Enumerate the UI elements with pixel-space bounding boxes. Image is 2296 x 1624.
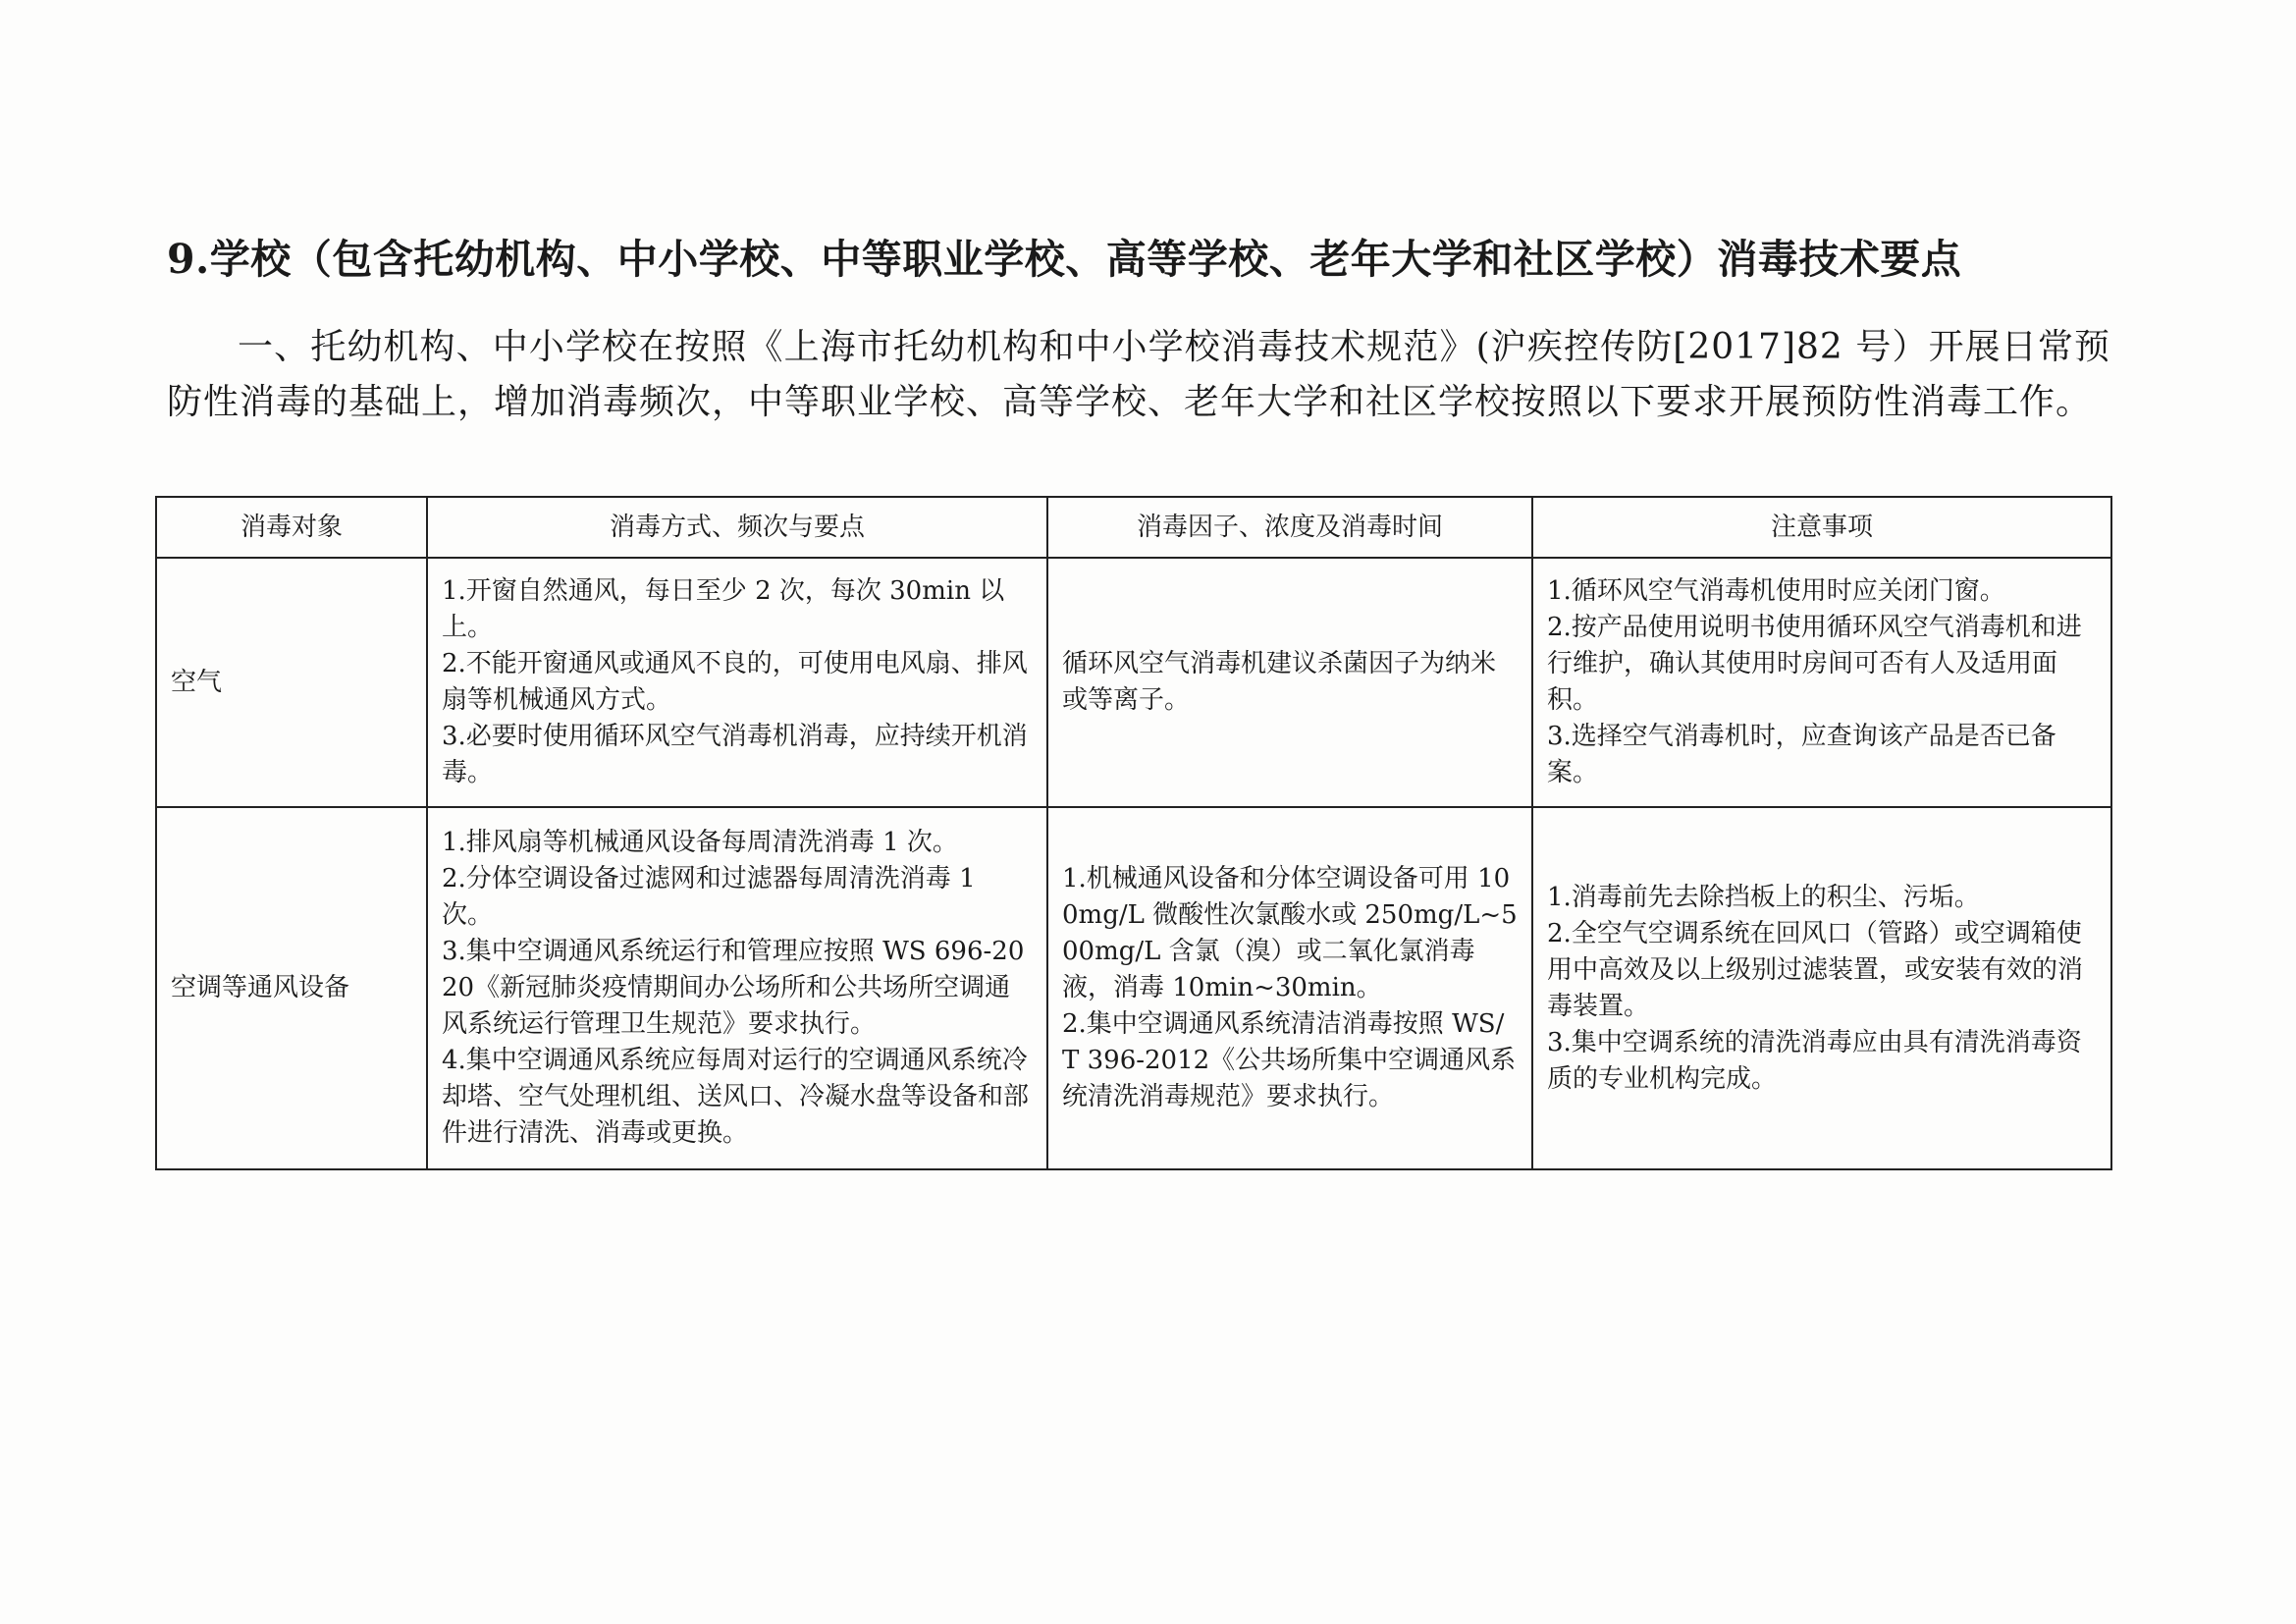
disinfection-table [155,496,2112,1170]
note-line: 1.循环风空气消毒机使用时应关闭门窗。 [1547,576,2005,606]
table-header-row [156,497,2111,558]
method-line: 2.不能开窗通风或通风不良的，可使用电风扇、排风扇等机械通风方式。 [442,649,1028,715]
factor-cell [1047,558,1532,807]
method-cell [427,807,1047,1169]
header-notes: 注意事项 [1532,497,2111,558]
header-subject: 消毒对象 [156,497,427,558]
table-row [156,807,2111,1169]
method-line: 4.集中空调通风系统应每周对运行的空调通风系统冷却塔、空气处理机组、送风口、冷凝水盘等设备和部件进行清洗、消毒或更换。 [442,1046,1030,1148]
note-line: 3.集中空调系统的清洗消毒应由具有清洗消毒资质的专业机构完成。 [1547,1027,2082,1094]
method-line: 1.开窗自然通风，每日至少 2 次，每次 30min 以上。 [442,576,1005,642]
header-factor: 消毒因子、浓度及消毒时间 [1047,497,1532,558]
subject-cell: 空调等通风设备 [156,807,427,1169]
method-line: 3.集中空调通风系统运行和管理应按照 WS 696-2020《新冠肺炎疫情期间办公场所和公共场所空调通风系统运行管理卫生规范》要求执行。 [442,937,1025,1039]
subject-cell: 空气 [156,558,427,807]
factor-line: 2.集中空调通风系统清洁消毒按照 WS/T 396-2012《公共场所集中空调通风系统清洗消毒规范》要求执行。 [1062,1009,1517,1111]
note-line: 1.消毒前先去除挡板上的积尘、污垢。 [1547,882,1980,912]
table-row [156,558,2111,807]
note-line: 2.按产品使用说明书使用循环风空气消毒机和进行维护，确认其使用时房间可否有人及适用面积。 [1547,613,2082,715]
factor-cell [1047,807,1532,1169]
factor-line: 1.机械通风设备和分体空调设备可用 100mg/L 微酸性次氯酸水或 250mg/L~500mg/L 含氯（溴）或二氧化氯消毒液，消毒 10min~30min。 [1062,864,1518,1002]
method-line: 3.必要时使用循环风空气消毒机消毒，应持续开机消毒。 [442,722,1028,787]
notes-cell [1532,807,2111,1169]
intro-paragraph: 一、托幼机构、中小学校在按照《上海市托幼机构和中小学校消毒技术规范》(沪疾控传防[2017]82 号）开展日常预防性消毒的基础上，增加消毒频次，中等职业学校、高等学校、老年大学和社区学校按照以下要求开展预防性消毒工作。 [167,327,2110,422]
notes-cell [1532,558,2111,807]
method-line: 1.排风扇等机械通风设备每周清洗消毒 1 次。 [442,828,958,857]
method-cell [427,558,1047,807]
note-line: 3.选择空气消毒机时，应查询该产品是否已备案。 [1547,722,2056,787]
factor-line: 循环风空气消毒机建议杀菌因子为纳米或等离子。 [1062,649,1497,715]
note-line: 2.全空气空调系统在回风口（管路）或空调箱使用中高效及以上级别过滤装置，或安装有效的消毒装置。 [1547,918,2084,1021]
document-title: 9.学校（包含托幼机构、中小学校、中等职业学校、高等学校、老年大学和社区学校）消毒技术要点 [167,236,1962,283]
method-line: 2.分体空调设备过滤网和过滤器每周清洗消毒 1 次。 [442,864,976,930]
header-method: 消毒方式、频次与要点 [427,497,1047,558]
